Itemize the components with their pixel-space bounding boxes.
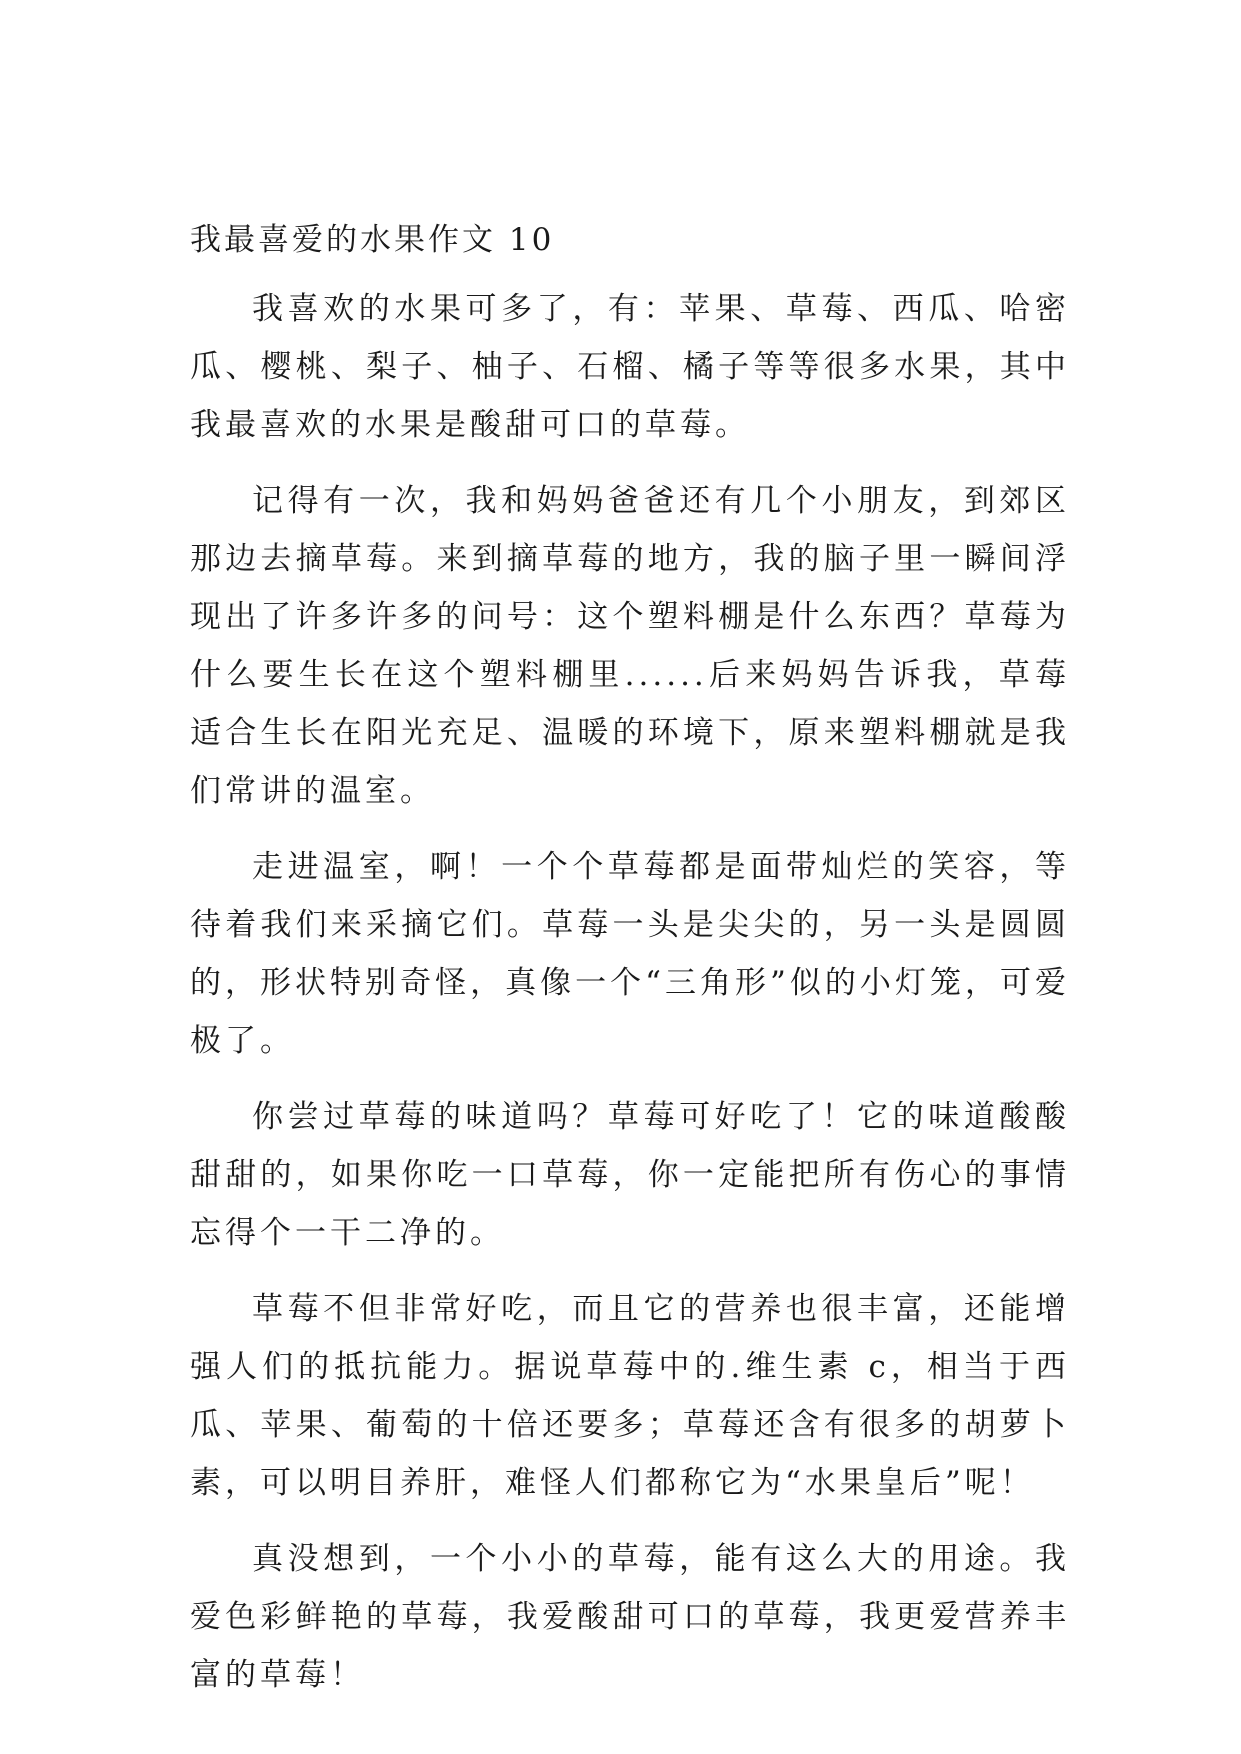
paragraph: 草莓不但非常好吃，而且它的营养也很丰富，还能增强人们的抵抗能力。据说草莓中的.维生素 c，相当于西瓜、苹果、葡萄的十倍还要多；草莓还含有很多的胡萝卜素，可以明目养肝，难怪人们都称它为“水果皇后”呢！ (190, 1291, 1070, 1501)
paragraph: 真没想到，一个小小的草莓，能有这么大的用途。我爱色彩鲜艳的草莓，我爱酸甜可口的草莓，我更爱营养丰富的草莓！ (190, 1541, 1070, 1693)
paragraph: 我喜欢的水果可多了，有：苹果、草莓、西瓜、哈密瓜、樱桃、梨子、柚子、石榴、橘子等等很多水果，其中我最喜欢的水果是酸甜可口的草莓。 (190, 291, 1070, 443)
document-title: 我最喜爱的水果作文 10 (190, 222, 555, 258)
document-body (190, 220, 1070, 1722)
paragraph: 走进温室，啊！一个个草莓都是面带灿烂的笑容，等待着我们来采摘它们。草莓一头是尖尖的，另一头是圆圆的，形状特别奇怪，真像一个“三角形”似的小灯笼，可爱极了。 (190, 849, 1070, 1059)
paragraph: 记得有一次，我和妈妈爸爸还有几个小朋友，到郊区那边去摘草莓。来到摘草莓的地方，我的脑子里一瞬间浮现出了许多许多的问号：这个塑料棚是什么东西？草莓为什么要生长在这个塑料棚里......后来妈妈告诉我，草莓适合生长在阳光充足、温暖的环境下，原来塑料棚就是我们常讲的温室。 (190, 483, 1070, 809)
paragraph: 你尝过草莓的味道吗？草莓可好吃了！它的味道酸酸甜甜的，如果你吃一口草莓，你一定能把所有伤心的事情忘得个一干二净的。 (190, 1099, 1070, 1251)
